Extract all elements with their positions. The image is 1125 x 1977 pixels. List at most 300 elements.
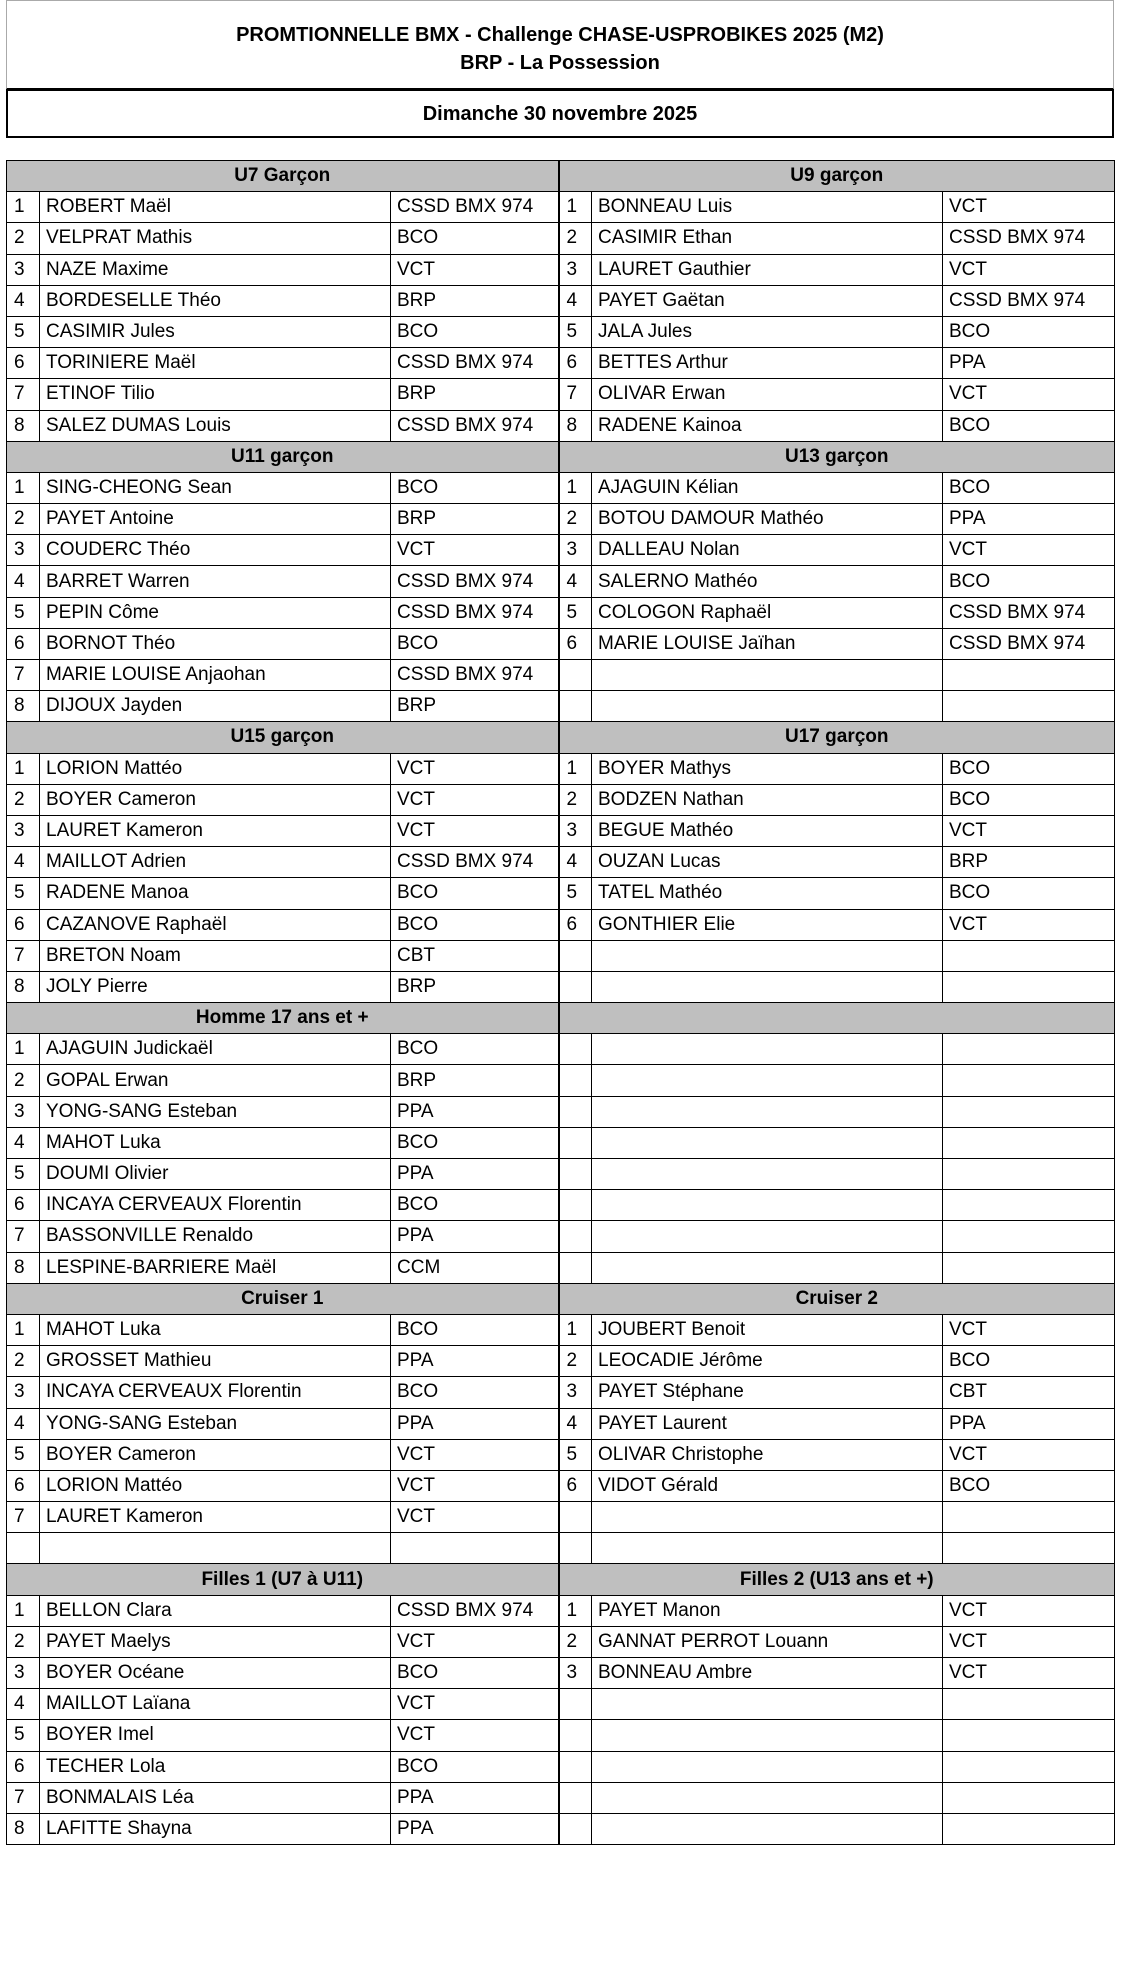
club-cell: PPA xyxy=(391,1782,559,1813)
rider-name-cell: BOYER Océane xyxy=(40,1658,391,1689)
rider-name-cell: DIJOUX Jayden xyxy=(40,691,391,722)
rank-cell: 2 xyxy=(559,504,592,535)
club-cell xyxy=(943,1689,1115,1720)
rank-cell: 4 xyxy=(7,1689,40,1720)
club-cell: VCT xyxy=(391,254,559,285)
club-cell xyxy=(943,1159,1115,1190)
rank-cell: 1 xyxy=(7,1034,40,1065)
rank-cell: 7 xyxy=(7,1221,40,1252)
rank-cell: 2 xyxy=(7,223,40,254)
club-cell xyxy=(943,1813,1115,1844)
club-cell: BCO xyxy=(391,1314,559,1345)
club-cell: VCT xyxy=(943,1595,1115,1626)
result-row xyxy=(7,1658,1115,1689)
club-cell: VCT xyxy=(943,379,1115,410)
result-row xyxy=(7,1096,1115,1127)
rider-name-cell: PAYET Antoine xyxy=(40,504,391,535)
rider-name-cell xyxy=(592,660,943,691)
club-cell: BRP xyxy=(391,285,559,316)
event-venue: BRP - La Possession xyxy=(460,52,660,74)
rank-cell: 3 xyxy=(559,1377,592,1408)
club-cell: VCT xyxy=(943,1626,1115,1657)
rider-name-cell: GOPAL Erwan xyxy=(40,1065,391,1096)
rider-name-cell: BELLON Clara xyxy=(40,1595,391,1626)
rider-name-cell: CASIMIR Jules xyxy=(40,316,391,347)
rank-cell xyxy=(7,1533,40,1564)
rank-cell xyxy=(559,1720,592,1751)
category-title xyxy=(559,1003,1115,1034)
rank-cell: 8 xyxy=(7,971,40,1002)
category-title: Homme 17 ans et + xyxy=(7,1003,559,1034)
club-cell: BRP xyxy=(391,1065,559,1096)
rider-name-cell: RADENE Kainoa xyxy=(592,410,943,441)
rider-name-cell: LAURET Kameron xyxy=(40,815,391,846)
club-cell xyxy=(943,1065,1115,1096)
rider-name-cell xyxy=(592,1190,943,1221)
rider-name-cell: TATEL Mathéo xyxy=(592,878,943,909)
rider-name-cell: LAURET Kameron xyxy=(40,1502,391,1533)
category-title: Cruiser 1 xyxy=(7,1283,559,1314)
rank-cell: 2 xyxy=(7,784,40,815)
rank-cell: 8 xyxy=(7,1813,40,1844)
rider-name-cell: OUZAN Lucas xyxy=(592,847,943,878)
rider-name-cell xyxy=(592,1221,943,1252)
result-row xyxy=(7,1689,1115,1720)
result-row xyxy=(7,1408,1115,1439)
rank-cell: 2 xyxy=(7,1346,40,1377)
rank-cell: 7 xyxy=(7,1782,40,1813)
rider-name-cell: BOYER Cameron xyxy=(40,784,391,815)
club-cell xyxy=(943,1190,1115,1221)
rank-cell: 6 xyxy=(559,1470,592,1501)
rank-cell: 6 xyxy=(7,909,40,940)
rider-name-cell: COUDERC Théo xyxy=(40,535,391,566)
rider-name-cell: JOLY Pierre xyxy=(40,971,391,1002)
club-cell: CSSD BMX 974 xyxy=(943,597,1115,628)
rider-name-cell: BARRET Warren xyxy=(40,566,391,597)
club-cell: BCO xyxy=(391,628,559,659)
rider-name-cell: PAYET Maelys xyxy=(40,1626,391,1657)
club-cell: BCO xyxy=(391,1658,559,1689)
rank-cell: 4 xyxy=(7,566,40,597)
rider-name-cell: DOUMI Olivier xyxy=(40,1159,391,1190)
club-cell xyxy=(943,1782,1115,1813)
club-cell: BCO xyxy=(391,1034,559,1065)
club-cell xyxy=(943,1751,1115,1782)
rank-cell: 1 xyxy=(7,753,40,784)
rank-cell: 5 xyxy=(7,1720,40,1751)
club-cell xyxy=(943,971,1115,1002)
rank-cell: 3 xyxy=(7,1658,40,1689)
result-row xyxy=(7,192,1115,223)
club-cell: CBT xyxy=(943,1377,1115,1408)
rider-name-cell xyxy=(592,1502,943,1533)
club-cell: VCT xyxy=(391,753,559,784)
rider-name-cell: VELPRAT Mathis xyxy=(40,223,391,254)
rider-name-cell: LORION Mattéo xyxy=(40,1470,391,1501)
rank-cell: 1 xyxy=(7,192,40,223)
rank-cell: 2 xyxy=(7,504,40,535)
rank-cell: 1 xyxy=(7,472,40,503)
rank-cell xyxy=(559,1127,592,1158)
result-row xyxy=(7,1127,1115,1158)
rider-name-cell xyxy=(592,1096,943,1127)
club-cell: CSSD BMX 974 xyxy=(391,1595,559,1626)
rider-name-cell: ETINOF Tilio xyxy=(40,379,391,410)
rank-cell: 2 xyxy=(559,1346,592,1377)
rank-cell: 3 xyxy=(7,535,40,566)
results-table xyxy=(6,160,1115,1845)
result-row xyxy=(7,909,1115,940)
club-cell: CSSD BMX 974 xyxy=(391,660,559,691)
result-row xyxy=(7,254,1115,285)
result-row xyxy=(7,535,1115,566)
result-row xyxy=(7,316,1115,347)
club-cell: VCT xyxy=(943,192,1115,223)
rank-cell: 6 xyxy=(559,909,592,940)
category-title: U15 garçon xyxy=(7,722,559,753)
result-row xyxy=(7,660,1115,691)
club-cell: VCT xyxy=(391,1470,559,1501)
result-row xyxy=(7,285,1115,316)
club-cell xyxy=(943,1720,1115,1751)
rank-cell: 5 xyxy=(7,1439,40,1470)
rider-name-cell: BOYER Cameron xyxy=(40,1439,391,1470)
category-title: U9 garçon xyxy=(559,161,1115,192)
club-cell: PPA xyxy=(943,504,1115,535)
rank-cell: 1 xyxy=(559,192,592,223)
rider-name-cell: INCAYA CERVEAUX Florentin xyxy=(40,1377,391,1408)
rank-cell: 7 xyxy=(7,940,40,971)
result-row xyxy=(7,223,1115,254)
rider-name-cell: PAYET Gaëtan xyxy=(592,285,943,316)
event-title-box xyxy=(6,0,1114,90)
rank-cell: 7 xyxy=(7,379,40,410)
rider-name-cell: AJAGUIN Kélian xyxy=(592,472,943,503)
rider-name-cell: BONMALAIS Léa xyxy=(40,1782,391,1813)
club-cell: VCT xyxy=(391,1439,559,1470)
rider-name-cell xyxy=(592,1252,943,1283)
result-row xyxy=(7,1595,1115,1626)
rider-name-cell: BORNOT Théo xyxy=(40,628,391,659)
rank-cell xyxy=(559,1221,592,1252)
club-cell: BRP xyxy=(391,691,559,722)
result-row xyxy=(7,1626,1115,1657)
rank-cell: 7 xyxy=(7,660,40,691)
club-cell: VCT xyxy=(943,1314,1115,1345)
rider-name-cell: JOUBERT Benoit xyxy=(592,1314,943,1345)
rank-cell xyxy=(559,1782,592,1813)
rider-name-cell: INCAYA CERVEAUX Florentin xyxy=(40,1190,391,1221)
rider-name-cell: TECHER Lola xyxy=(40,1751,391,1782)
rider-name-cell: MARIE LOUISE Jaïhan xyxy=(592,628,943,659)
result-row xyxy=(7,753,1115,784)
club-cell: CSSD BMX 974 xyxy=(943,285,1115,316)
rank-cell: 6 xyxy=(559,348,592,379)
result-row xyxy=(7,847,1115,878)
club-cell: CSSD BMX 974 xyxy=(391,192,559,223)
rider-name-cell xyxy=(592,940,943,971)
result-row xyxy=(7,1377,1115,1408)
club-cell: BCO xyxy=(391,1751,559,1782)
result-row xyxy=(7,628,1115,659)
rank-cell: 5 xyxy=(559,1439,592,1470)
rank-cell: 1 xyxy=(7,1595,40,1626)
club-cell: BCO xyxy=(943,472,1115,503)
club-cell: BRP xyxy=(943,847,1115,878)
club-cell: CSSD BMX 974 xyxy=(943,628,1115,659)
rider-name-cell: SALEZ DUMAS Louis xyxy=(40,410,391,441)
club-cell: VCT xyxy=(943,1658,1115,1689)
rider-name-cell xyxy=(592,971,943,1002)
rider-name-cell: CAZANOVE Raphaël xyxy=(40,909,391,940)
result-row xyxy=(7,1439,1115,1470)
club-cell xyxy=(943,691,1115,722)
rider-name-cell: PAYET Laurent xyxy=(592,1408,943,1439)
rider-name-cell: PAYET Stéphane xyxy=(592,1377,943,1408)
rank-cell: 1 xyxy=(559,472,592,503)
club-cell: PPA xyxy=(391,1813,559,1844)
club-cell: VCT xyxy=(391,1626,559,1657)
category-title: U7 Garçon xyxy=(7,161,559,192)
result-row xyxy=(7,878,1115,909)
rank-cell: 5 xyxy=(7,597,40,628)
club-cell: BCO xyxy=(943,784,1115,815)
rider-name-cell: COLOGON Raphaël xyxy=(592,597,943,628)
rider-name-cell: BONNEAU Luis xyxy=(592,192,943,223)
rank-cell: 4 xyxy=(559,847,592,878)
rank-cell: 3 xyxy=(559,254,592,285)
rank-cell: 5 xyxy=(559,597,592,628)
rank-cell: 3 xyxy=(559,815,592,846)
rider-name-cell: BONNEAU Ambre xyxy=(592,1658,943,1689)
category-title: U11 garçon xyxy=(7,441,559,472)
rank-cell: 8 xyxy=(7,410,40,441)
rider-name-cell: NAZE Maxime xyxy=(40,254,391,285)
result-row xyxy=(7,691,1115,722)
category-header-row xyxy=(7,161,1115,192)
club-cell: BCO xyxy=(943,410,1115,441)
result-row xyxy=(7,1190,1115,1221)
club-cell xyxy=(943,1533,1115,1564)
rider-name-cell: SALERNO Mathéo xyxy=(592,566,943,597)
rider-name-cell: CASIMIR Ethan xyxy=(592,223,943,254)
rider-name-cell: JALA Jules xyxy=(592,316,943,347)
rank-cell: 1 xyxy=(559,1314,592,1345)
club-cell: CSSD BMX 974 xyxy=(391,847,559,878)
rank-cell: 4 xyxy=(7,1408,40,1439)
category-title: Filles 2 (U13 ans et +) xyxy=(559,1564,1115,1595)
rank-cell xyxy=(559,1689,592,1720)
category-header-row xyxy=(7,1283,1115,1314)
rank-cell xyxy=(559,660,592,691)
rank-cell: 2 xyxy=(559,223,592,254)
category-title: U17 garçon xyxy=(559,722,1115,753)
rank-cell: 6 xyxy=(7,628,40,659)
rider-name-cell: PEPIN Côme xyxy=(40,597,391,628)
rider-name-cell xyxy=(592,1813,943,1844)
rank-cell: 3 xyxy=(7,815,40,846)
club-cell: VCT xyxy=(943,909,1115,940)
club-cell: BCO xyxy=(943,316,1115,347)
club-cell: BCO xyxy=(391,472,559,503)
rider-name-cell: TORINIERE Maël xyxy=(40,348,391,379)
category-header-row xyxy=(7,441,1115,472)
rider-name-cell: MAILLOT Laïana xyxy=(40,1689,391,1720)
club-cell: VCT xyxy=(943,1439,1115,1470)
rank-cell xyxy=(559,1190,592,1221)
rank-cell: 8 xyxy=(7,1252,40,1283)
rank-cell: 4 xyxy=(7,285,40,316)
rider-name-cell: MAHOT Luka xyxy=(40,1127,391,1158)
result-row xyxy=(7,348,1115,379)
rider-name-cell: BETTES Arthur xyxy=(592,348,943,379)
club-cell: BCO xyxy=(391,316,559,347)
rider-name-cell: ROBERT Maël xyxy=(40,192,391,223)
club-cell xyxy=(391,1533,559,1564)
rider-name-cell: YONG-SANG Esteban xyxy=(40,1096,391,1127)
club-cell xyxy=(943,660,1115,691)
result-row xyxy=(7,410,1115,441)
rider-name-cell: LEOCADIE Jérôme xyxy=(592,1346,943,1377)
rank-cell: 3 xyxy=(559,535,592,566)
club-cell: VCT xyxy=(943,535,1115,566)
club-cell: BRP xyxy=(391,504,559,535)
category-title: Filles 1 (U7 à U11) xyxy=(7,1564,559,1595)
rank-cell xyxy=(559,1034,592,1065)
rank-cell xyxy=(559,1159,592,1190)
club-cell: BCO xyxy=(391,1190,559,1221)
result-row xyxy=(7,1034,1115,1065)
rider-name-cell: LAURET Gauthier xyxy=(592,254,943,285)
club-cell: CCM xyxy=(391,1252,559,1283)
rank-cell xyxy=(559,1502,592,1533)
rank-cell: 3 xyxy=(7,1377,40,1408)
club-cell: VCT xyxy=(391,1720,559,1751)
rider-name-cell: BOYER Mathys xyxy=(592,753,943,784)
club-cell: PPA xyxy=(391,1096,559,1127)
rank-cell: 1 xyxy=(559,1595,592,1626)
rank-cell: 5 xyxy=(559,878,592,909)
rider-name-cell: LORION Mattéo xyxy=(40,753,391,784)
club-cell: BCO xyxy=(391,223,559,254)
club-cell: VCT xyxy=(391,815,559,846)
club-cell: BCO xyxy=(391,909,559,940)
rider-name-cell: OLIVAR Erwan xyxy=(592,379,943,410)
rider-name-cell xyxy=(592,691,943,722)
rank-cell xyxy=(559,691,592,722)
club-cell xyxy=(943,1096,1115,1127)
result-row xyxy=(7,1813,1115,1844)
club-cell: VCT xyxy=(391,784,559,815)
result-row xyxy=(7,940,1115,971)
event-title: PROMTIONNELLE BMX - Challenge CHASE-USPROBIKES 2025 (M2) xyxy=(236,24,884,46)
result-row xyxy=(7,379,1115,410)
rank-cell: 4 xyxy=(559,1408,592,1439)
club-cell xyxy=(943,940,1115,971)
rider-name-cell: AJAGUIN Judickaël xyxy=(40,1034,391,1065)
rider-name-cell: MAILLOT Adrien xyxy=(40,847,391,878)
result-row xyxy=(7,1502,1115,1533)
club-cell: CSSD BMX 974 xyxy=(391,410,559,441)
rank-cell: 4 xyxy=(559,285,592,316)
rank-cell: 6 xyxy=(7,1470,40,1501)
rank-cell xyxy=(559,1751,592,1782)
club-cell: VCT xyxy=(943,254,1115,285)
rider-name-cell: BORDESELLE Théo xyxy=(40,285,391,316)
result-row xyxy=(7,1470,1115,1501)
result-row xyxy=(7,1346,1115,1377)
club-cell: BCO xyxy=(391,1377,559,1408)
rider-name-cell: LESPINE-BARRIERE Maël xyxy=(40,1252,391,1283)
rank-cell xyxy=(559,1096,592,1127)
club-cell xyxy=(943,1034,1115,1065)
rank-cell xyxy=(559,1533,592,1564)
rank-cell: 7 xyxy=(559,379,592,410)
club-cell: CBT xyxy=(391,940,559,971)
rider-name-cell: GONTHIER Elie xyxy=(592,909,943,940)
rank-cell: 8 xyxy=(559,410,592,441)
rider-name-cell xyxy=(592,1127,943,1158)
category-title: U13 garçon xyxy=(559,441,1115,472)
rank-cell: 5 xyxy=(7,316,40,347)
club-cell: VCT xyxy=(391,535,559,566)
rank-cell: 6 xyxy=(559,628,592,659)
rank-cell: 4 xyxy=(7,1127,40,1158)
result-row xyxy=(7,1252,1115,1283)
club-cell: CSSD BMX 974 xyxy=(391,348,559,379)
result-row xyxy=(7,1221,1115,1252)
rider-name-cell: MARIE LOUISE Anjaohan xyxy=(40,660,391,691)
club-cell: PPA xyxy=(391,1221,559,1252)
rider-name-cell: BEGUE Mathéo xyxy=(592,815,943,846)
rider-name-cell: RADENE Manoa xyxy=(40,878,391,909)
rank-cell: 6 xyxy=(7,1751,40,1782)
rider-name-cell xyxy=(592,1159,943,1190)
rider-name-cell xyxy=(592,1751,943,1782)
rider-name-cell xyxy=(40,1533,391,1564)
rank-cell: 6 xyxy=(7,1190,40,1221)
rank-cell: 8 xyxy=(7,691,40,722)
club-cell: PPA xyxy=(943,1408,1115,1439)
rank-cell: 5 xyxy=(7,1159,40,1190)
rank-cell xyxy=(559,1065,592,1096)
club-cell xyxy=(943,1252,1115,1283)
rider-name-cell xyxy=(592,1689,943,1720)
club-cell: VCT xyxy=(391,1689,559,1720)
rank-cell: 5 xyxy=(7,878,40,909)
result-row xyxy=(7,1314,1115,1345)
rider-name-cell: SING-CHEONG Sean xyxy=(40,472,391,503)
rank-cell: 2 xyxy=(559,784,592,815)
rank-cell: 4 xyxy=(559,566,592,597)
rider-name-cell xyxy=(592,1720,943,1751)
club-cell: CSSD BMX 974 xyxy=(943,223,1115,254)
club-cell: CSSD BMX 974 xyxy=(391,566,559,597)
club-cell: BCO xyxy=(943,566,1115,597)
rank-cell: 2 xyxy=(7,1065,40,1096)
result-row xyxy=(7,1782,1115,1813)
rider-name-cell: DALLEAU Nolan xyxy=(592,535,943,566)
category-header-row xyxy=(7,722,1115,753)
rider-name-cell xyxy=(592,1782,943,1813)
rider-name-cell xyxy=(592,1065,943,1096)
rank-cell: 1 xyxy=(559,753,592,784)
category-header-row xyxy=(7,1003,1115,1034)
result-row xyxy=(7,472,1115,503)
rank-cell xyxy=(559,971,592,1002)
rank-cell: 3 xyxy=(7,254,40,285)
